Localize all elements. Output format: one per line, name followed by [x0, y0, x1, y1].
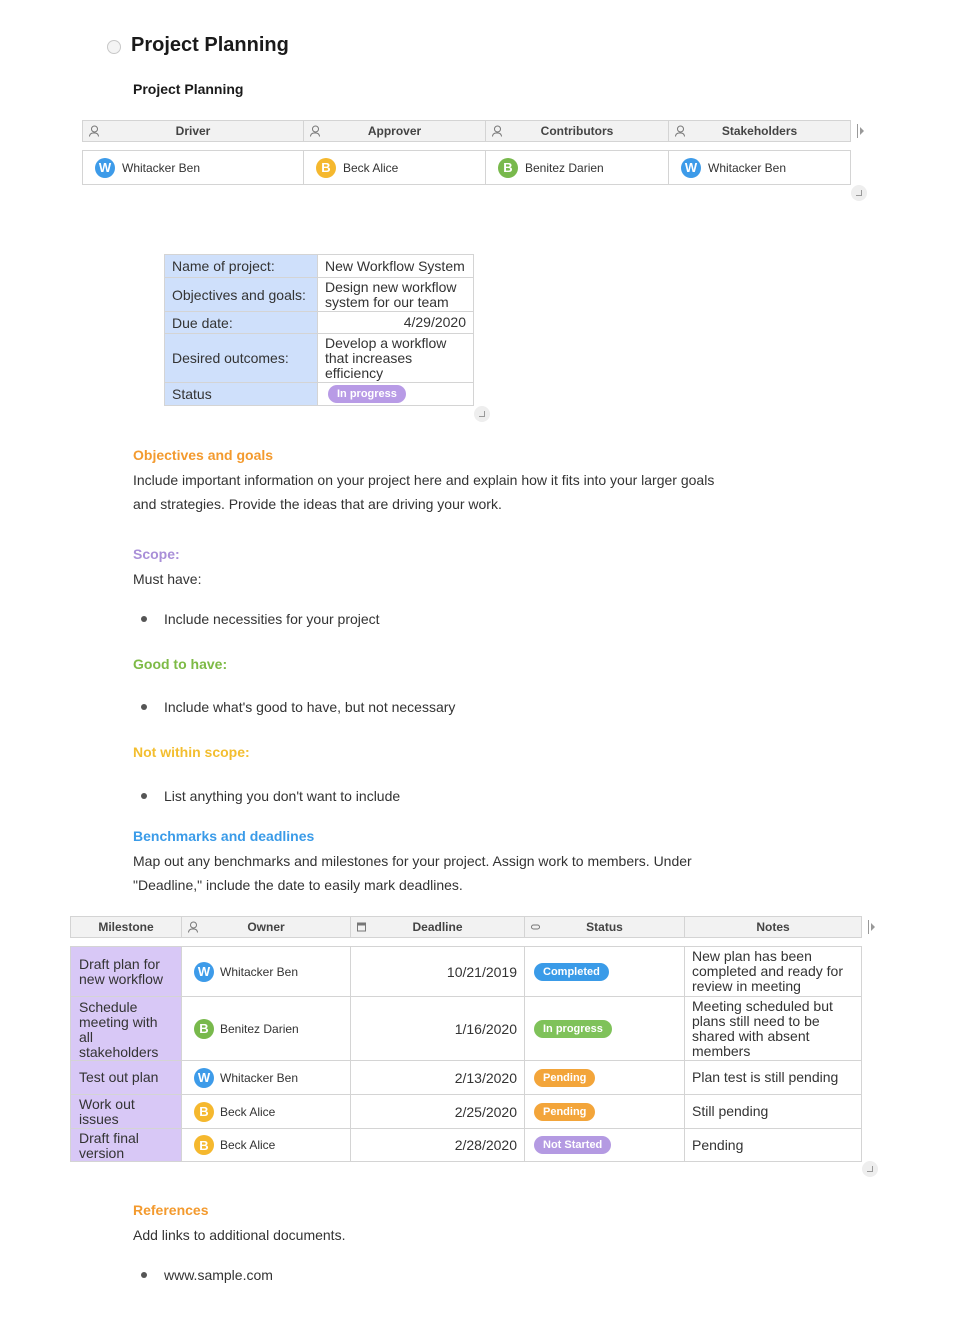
- avatar: B: [194, 1135, 214, 1155]
- table-resize-handle-icon[interactable]: [851, 185, 867, 201]
- avatar: B: [498, 158, 518, 178]
- avatar: W: [194, 1068, 214, 1088]
- person-name: Benitez Darien: [220, 1021, 299, 1036]
- owner-cell[interactable]: [181, 1060, 351, 1095]
- list-item: Include necessities for your project: [164, 611, 380, 627]
- contributors-cell[interactable]: [485, 150, 669, 185]
- add-column-icon[interactable]: [868, 920, 877, 934]
- bullet-icon: [141, 793, 147, 799]
- info-value[interactable]: Design new workflow system for our team: [317, 277, 474, 312]
- column-header-owner[interactable]: Owner: [181, 916, 351, 938]
- list-item: List anything you don't want to include: [164, 788, 401, 804]
- info-label: Status: [164, 382, 318, 406]
- person-icon: [89, 126, 99, 137]
- milestone-name[interactable]: Schedule meeting with all stakeholders: [70, 996, 182, 1061]
- status-cell[interactable]: [524, 996, 685, 1061]
- section-heading-objectives: Objectives and goals: [133, 447, 274, 463]
- section-heading-not-in-scope: Not within scope:: [133, 744, 250, 760]
- body-text: Map out any benchmarks and milestones for your project. Assign work to members. Under: [133, 853, 692, 869]
- person-name: Benitez Darien: [525, 160, 604, 175]
- approver-cell[interactable]: [303, 150, 486, 185]
- person-icon: [675, 126, 685, 137]
- info-label: Desired outcomes:: [164, 333, 318, 383]
- avatar: B: [194, 1019, 214, 1039]
- status-cell[interactable]: [524, 1060, 685, 1095]
- person-name: Whitacker Ben: [708, 160, 787, 175]
- info-value-date[interactable]: 4/29/2020: [317, 311, 474, 334]
- status-cell[interactable]: [524, 1094, 685, 1129]
- bullet-icon: [141, 616, 147, 622]
- info-value[interactable]: New Workflow System: [317, 254, 474, 278]
- avatar: B: [316, 158, 336, 178]
- page-title: Project Planning: [131, 34, 289, 56]
- person-name: Whitacker Ben: [220, 1070, 299, 1085]
- status-badge: In progress: [328, 385, 406, 403]
- person-icon: [188, 922, 198, 933]
- milestone-name[interactable]: Draft final version: [70, 1128, 182, 1162]
- avatar: W: [95, 158, 115, 178]
- info-status-cell[interactable]: [317, 382, 474, 406]
- table-resize-handle-icon[interactable]: [862, 1161, 878, 1177]
- section-heading-references: References: [133, 1202, 209, 1218]
- owner-cell[interactable]: [181, 1128, 351, 1162]
- person-name: Whitacker Ben: [220, 964, 299, 979]
- notes-cell[interactable]: New plan has been completed and ready for review in meeting: [684, 946, 862, 997]
- info-value[interactable]: Develop a workflow that increases efficiency: [317, 333, 474, 383]
- avatar: B: [194, 1102, 214, 1122]
- stakeholders-cell[interactable]: [668, 150, 851, 185]
- deadline-cell[interactable]: 2/25/2020: [350, 1094, 525, 1129]
- info-label: Objectives and goals:: [164, 277, 318, 312]
- owner-cell[interactable]: [181, 996, 351, 1061]
- section-heading-benchmarks: Benchmarks and deadlines: [133, 828, 315, 844]
- person-name: Beck Alice: [220, 1104, 276, 1119]
- table-resize-handle-icon[interactable]: [474, 406, 490, 422]
- column-header-stakeholders[interactable]: Stakeholders: [668, 120, 851, 142]
- calendar-icon: [357, 923, 366, 932]
- status-cell[interactable]: [524, 1128, 685, 1162]
- owner-cell[interactable]: [181, 1094, 351, 1129]
- status-badge: Pending: [534, 1069, 595, 1087]
- column-header-driver[interactable]: Driver: [82, 120, 304, 142]
- deadline-cell[interactable]: 1/16/2020: [350, 996, 525, 1061]
- status-icon: [531, 925, 540, 930]
- avatar: W: [681, 158, 701, 178]
- info-label: Name of project:: [164, 254, 318, 278]
- list-item: Include what's good to have, but not necessary: [164, 699, 456, 715]
- notes-cell[interactable]: Still pending: [684, 1094, 862, 1129]
- column-header-milestone[interactable]: Milestone: [70, 916, 182, 938]
- column-header-deadline[interactable]: Deadline: [350, 916, 525, 938]
- bullet-icon: [141, 704, 147, 710]
- deadline-cell[interactable]: 10/21/2019: [350, 946, 525, 997]
- column-header-contributors[interactable]: Contributors: [485, 120, 669, 142]
- milestone-name[interactable]: Work out issues: [70, 1094, 182, 1129]
- person-name: Beck Alice: [220, 1138, 276, 1152]
- reference-link[interactable]: www.sample.com: [164, 1267, 273, 1283]
- milestone-name[interactable]: Draft plan for new workflow: [70, 946, 182, 997]
- deadline-cell[interactable]: 2/13/2020: [350, 1060, 525, 1095]
- add-column-icon[interactable]: [857, 124, 866, 138]
- body-text: Include important information on your project here and explain how it fits into your larger goals: [133, 472, 715, 488]
- status-badge: Pending: [534, 1103, 595, 1121]
- body-text: Add links to additional documents.: [133, 1227, 346, 1243]
- notes-cell[interactable]: Plan test is still pending: [684, 1060, 862, 1095]
- person-icon: [492, 126, 502, 137]
- status-cell[interactable]: [524, 946, 685, 997]
- milestone-name[interactable]: Test out plan: [70, 1060, 182, 1095]
- avatar: W: [194, 962, 214, 982]
- column-header-approver[interactable]: Approver: [303, 120, 486, 142]
- person-name: Beck Alice: [343, 160, 399, 175]
- status-badge: Not Started: [534, 1136, 611, 1154]
- page-status-circle-icon[interactable]: [107, 40, 121, 54]
- section-heading-scope: Scope:: [133, 546, 180, 562]
- bullet-icon: [141, 1272, 147, 1278]
- status-badge: In progress: [534, 1020, 612, 1038]
- driver-cell[interactable]: [82, 150, 304, 185]
- status-badge: Completed: [534, 963, 609, 981]
- page-subtitle: Project Planning: [133, 81, 244, 97]
- column-header-status[interactable]: Status: [524, 916, 685, 938]
- body-text: Must have:: [133, 571, 202, 587]
- body-text: "Deadline," include the date to easily mark deadlines.: [133, 877, 463, 893]
- person-name: Whitacker Ben: [122, 160, 201, 175]
- body-text: and strategies. Provide the ideas that are driving your work.: [133, 496, 502, 512]
- info-label: Due date:: [164, 311, 318, 334]
- owner-cell[interactable]: [181, 946, 351, 997]
- column-header-notes[interactable]: Notes: [684, 916, 862, 938]
- notes-cell[interactable]: Meeting scheduled but plans still need to be shared with absent members: [684, 996, 862, 1061]
- section-heading-good-to-have: Good to have:: [133, 656, 228, 672]
- person-icon: [310, 126, 320, 137]
- notes-cell[interactable]: Pending: [684, 1128, 862, 1162]
- deadline-cell[interactable]: 2/28/2020: [350, 1128, 525, 1162]
